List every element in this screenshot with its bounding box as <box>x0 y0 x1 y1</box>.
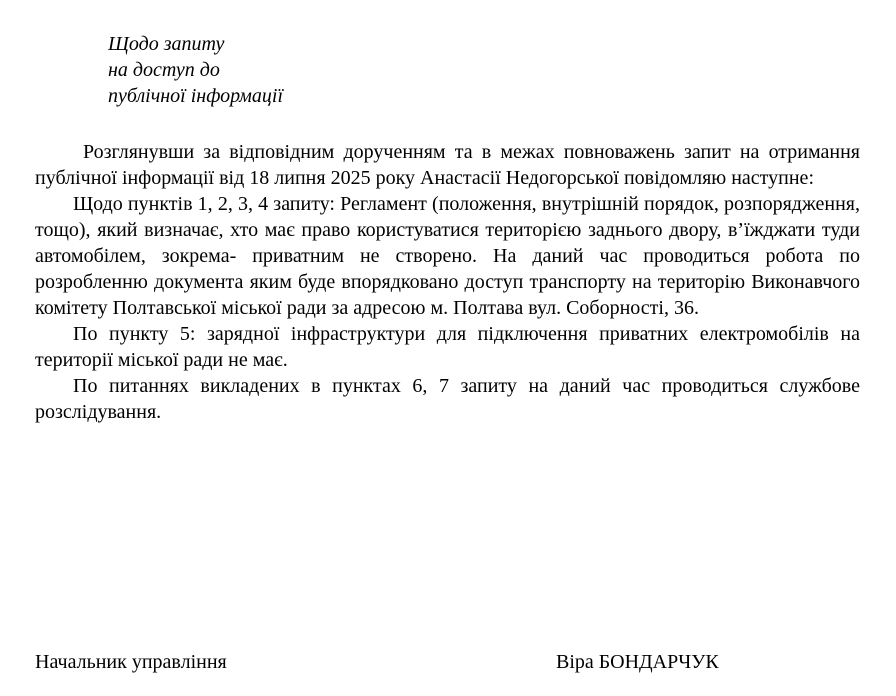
subject-line-2: на доступ до <box>108 59 220 81</box>
signature-position: Начальник управління <box>35 651 227 673</box>
body-paragraph-items-6-7: По питаннях викладених в пунктах 6, 7 запиту на даний час проводиться службове розслідування. <box>35 375 860 423</box>
signature-name: Віра БОНДАРЧУК <box>556 651 719 673</box>
letter-subject <box>108 31 283 109</box>
letter-body <box>35 139 860 425</box>
subject-line-3: публічної інформації <box>108 85 284 107</box>
body-paragraph-item-5: По пункту 5: зарядної інфраструктури для підключення приватних електромобілів на території міської ради не має. <box>35 323 860 371</box>
subject-line-1: Щодо запиту <box>108 33 225 55</box>
body-paragraph-items-1-4: Щодо пунктів 1, 2, 3, 4 запиту: Регламент (положення, внутрішній порядок, розпорядження, тощо), який визначає, хто має право користуватися територією заднього двору, в’їжджати туди автомобілем, зокрема- приватним не створено. На даний час проводиться робота по розробленню документа яким буде впорядковано доступ транспорту на територію Виконавчого комітету Полтавської міської ради за адресою м. Полтава вул. Соборності, 36. <box>35 193 860 319</box>
body-paragraph-intro: Розглянувши за відповідним дорученням та в межах повноважень запит на отримання публічної інформації від 18 липня 2025 року Анастасії Недогорської повідомляю наступне: <box>35 141 860 189</box>
